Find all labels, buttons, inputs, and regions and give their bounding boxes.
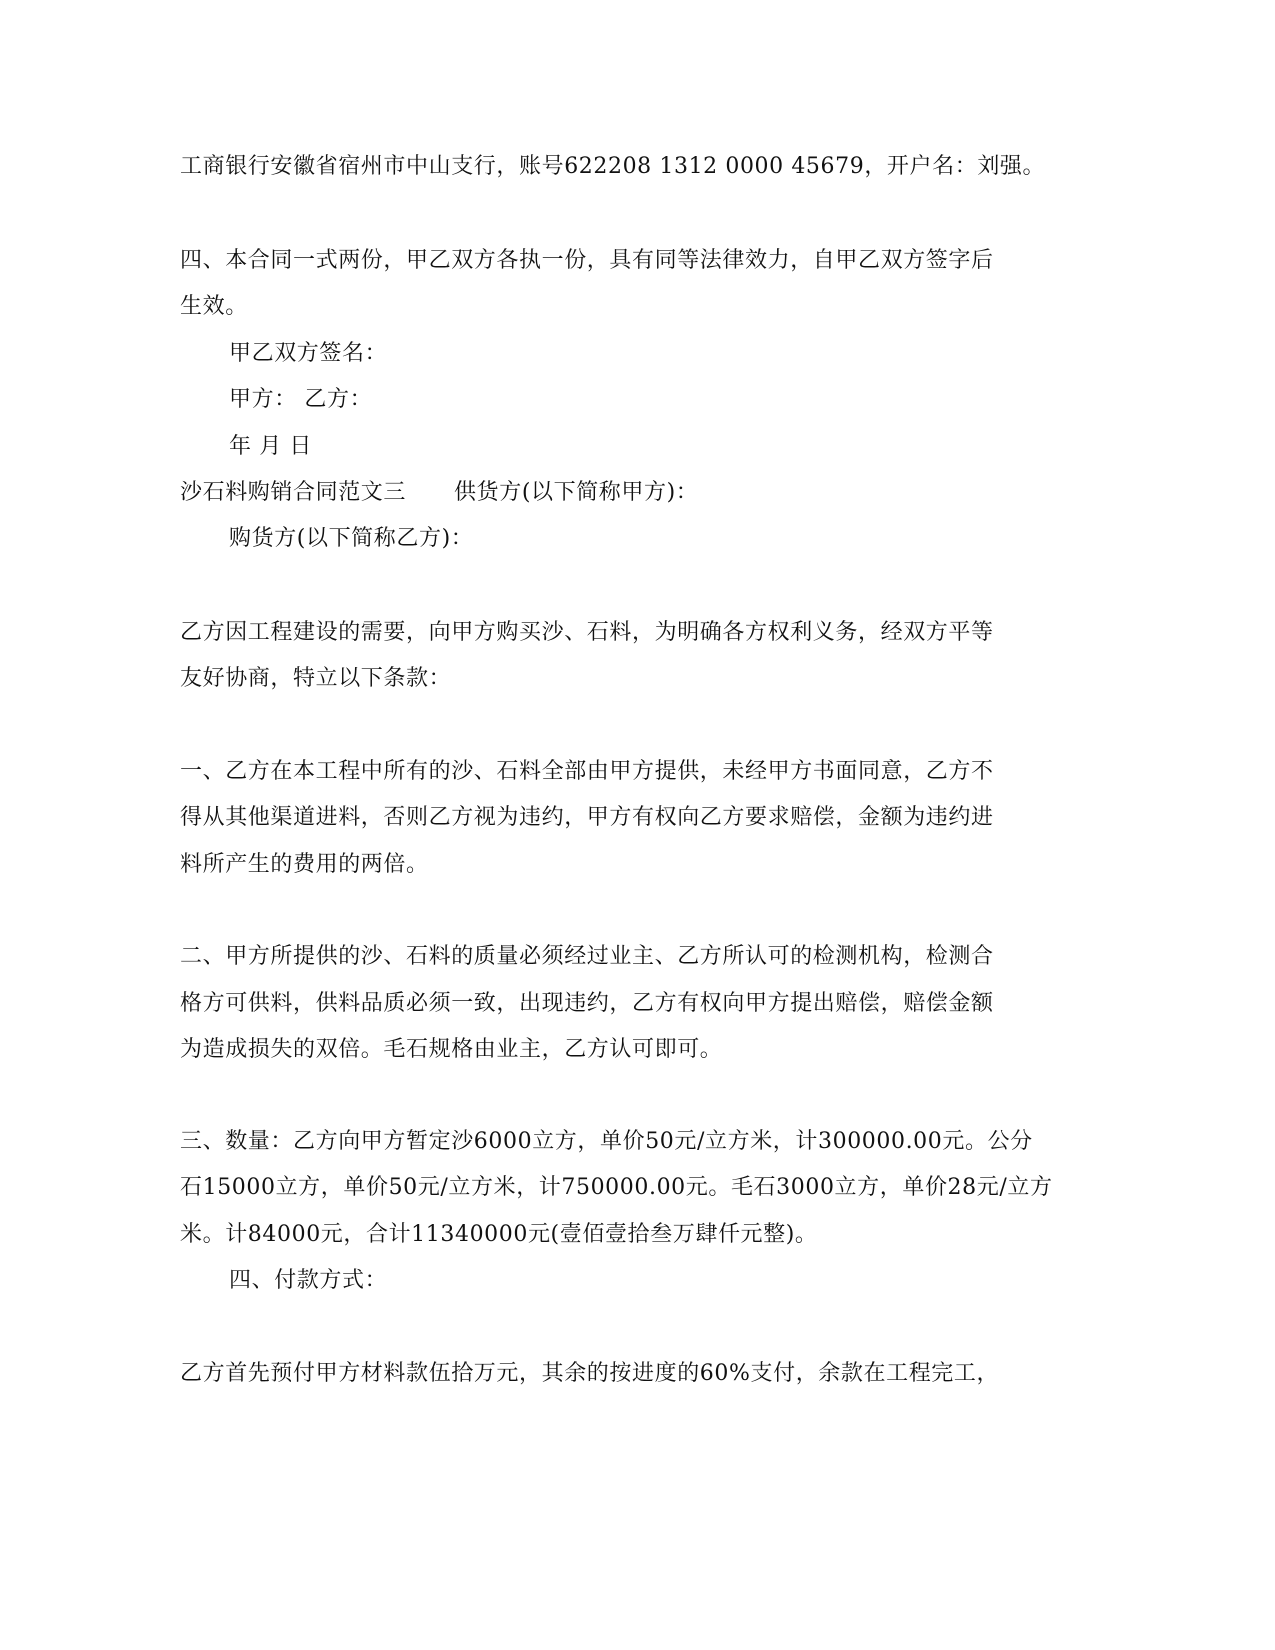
clause-two-line-1: 二、甲方所提供的沙、石料的质量必须经过业主、乙方所认可的检测机构，检测合	[180, 944, 994, 969]
clause-four-line-2: 生效。	[180, 294, 248, 319]
contract-title: 沙石料购销合同范文三	[180, 480, 407, 505]
clause-four-line-1: 四、本合同一式两份，甲乙双方各执一份，具有同等法律效力，自甲乙双方签字后	[180, 248, 994, 273]
clause-two-line-3: 为造成损失的双倍。毛石规格由业主，乙方认可即可。	[180, 1037, 723, 1062]
clause-two-line-2: 格方可供料，供料品质必须一致，出现违约，乙方有权向甲方提出赔偿，赔偿金额	[180, 991, 994, 1016]
signature-parties: 甲方： 乙方：	[229, 387, 373, 412]
supplier-label: 供货方(以下简称甲方)：	[454, 480, 699, 505]
contract-title-line	[180, 478, 1080, 508]
clause-three-line-1: 三、数量：乙方向甲方暂定沙6000立方，单价50元/立方米，计300000.00元。公分	[180, 1129, 1033, 1154]
bank-account-line: 工商银行安徽省宿州市中山支行，账号622208 1312 0000 45679，开户名：刘强。	[180, 154, 1046, 179]
buyer-label: 购货方(以下简称乙方)：	[229, 526, 474, 551]
signature-heading: 甲乙双方签名：	[229, 341, 388, 366]
payment-heading: 四、付款方式：	[229, 1268, 388, 1293]
signature-date: 年 月 日	[229, 434, 312, 459]
clause-one-line-3: 料所产生的费用的两倍。	[180, 852, 429, 877]
clause-three-line-2: 石15000立方，单价50元/立方米，计750000.00元。毛石3000立方，单价28元/立方	[180, 1175, 1053, 1200]
clause-one-line-1: 一、乙方在本工程中所有的沙、石料全部由甲方提供，未经甲方书面同意，乙方不	[180, 759, 994, 784]
intro-line-1: 乙方因工程建设的需要，向甲方购买沙、石料，为明确各方权利义务，经双方平等	[180, 620, 994, 645]
intro-line-2: 友好协商，特立以下条款：	[180, 666, 452, 691]
payment-line-1: 乙方首先预付甲方材料款伍拾万元，其余的按进度的60%支付，余款在工程完工，	[180, 1361, 1000, 1386]
clause-three-line-3: 米。计84000元，合计11340000元(壹佰壹拾叁万肆仟元整)。	[180, 1222, 818, 1247]
clause-one-line-2: 得从其他渠道进料，否则乙方视为违约，甲方有权向乙方要求赔偿，金额为违约进	[180, 805, 994, 830]
